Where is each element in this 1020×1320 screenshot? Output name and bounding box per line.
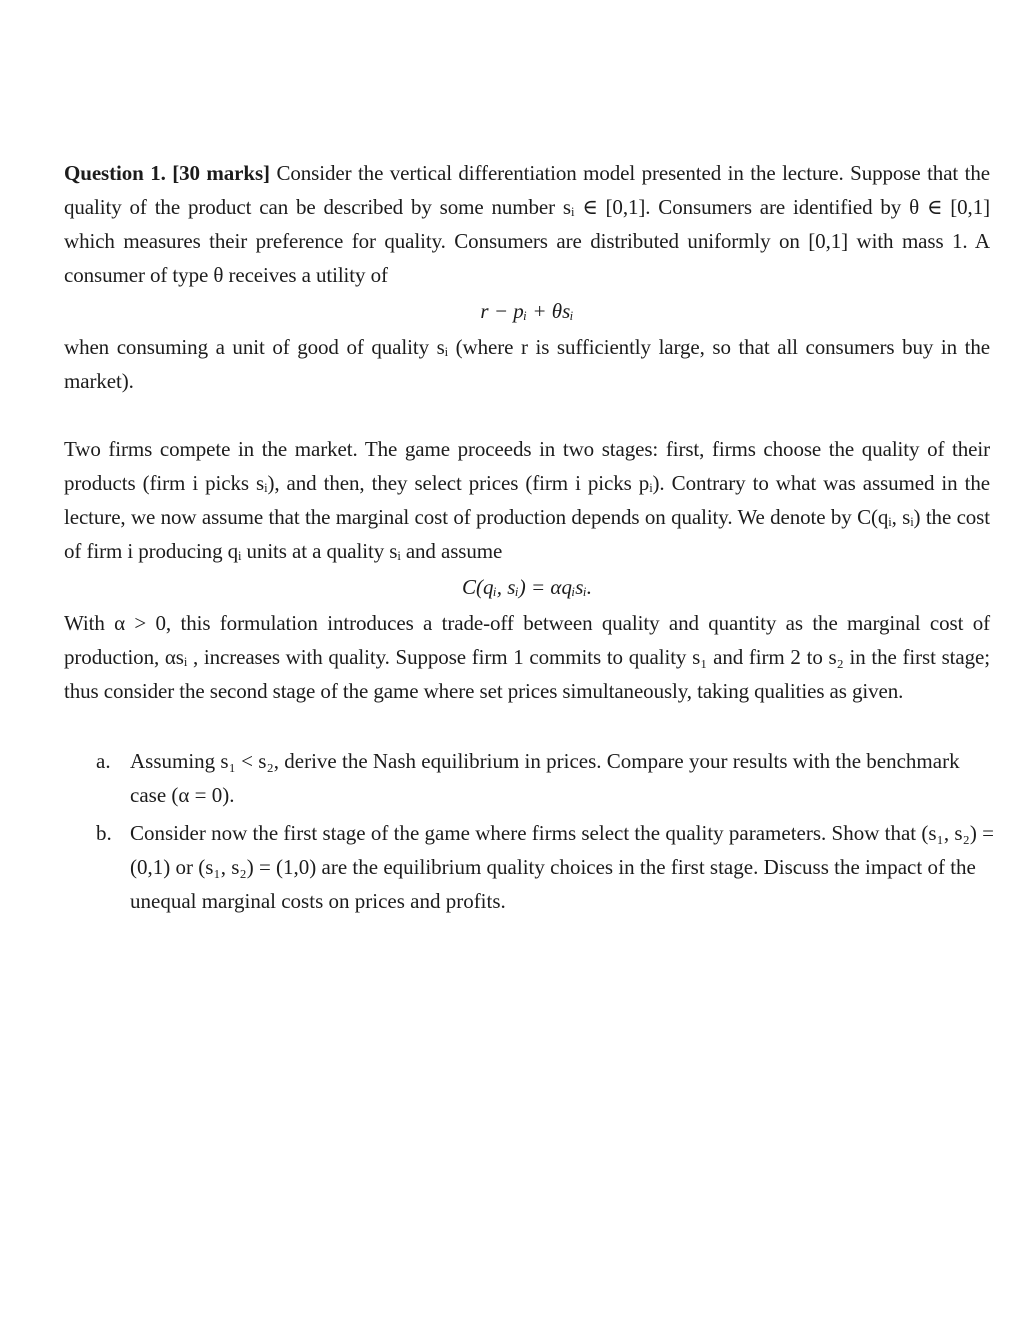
list-item [96,744,996,812]
question-intro-paragraph [64,156,990,292]
alpha-paragraph: With α > 0, this formulation introduces a trade-off between quality and quantity as the marginal cost of production, αsᵢ , increases with quality. Suppose firm 1 commits to quality s₁ and firm 2 to s₂ in the first stage; thus consider the second stage of the game where set prices simultaneously, taking qualities as given. [64,611,990,703]
parts-list [96,744,996,918]
cost-equation: C(qᵢ, sᵢ) = αqᵢsᵢ. [461,575,593,599]
part-b-text: Consider now the first stage of the game where firms select the quality parameters. Show that (s₁, s₂) = (0,1) or (s₁, s₂) = (1,0) are the equilibrium quality choices in the first stage. Discuss the impact of the unequal marginal costs on prices and profits. [130,821,994,913]
question-intro-text: Consider the vertical differentiation model presented in the lecture. Suppose that the quality of the product can be described by some number sᵢ ∈ [0,1]. Consumers are identified by θ ∈ [0,1] which measures their preference for quality. Consumers are distributed uniformly on [0,1] with mass 1. A consumer of type θ receives a utility of [64,161,990,287]
part-b-marker: b. [96,821,112,845]
list-item [96,816,996,918]
part-a-text: Assuming s₁ < s₂, derive the Nash equilibrium in prices. Compare your results with the benchmark case (α = 0). [130,749,960,807]
utility-equation: r − pᵢ + θsᵢ [480,299,574,323]
question-heading: Question 1. [30 marks] [64,161,270,185]
two-firms-paragraph: Two firms compete in the market. The game proceeds in two stages: first, firms choose the quality of their products (firm i picks sᵢ), and then, they select prices (firm i picks pᵢ). Contrary to what was assumed in the lecture, we now assume that the marginal cost of production depends on quality. We denote by C(qᵢ, sᵢ) the cost of firm i producing qᵢ units at a quality sᵢ and assume [64,437,990,563]
part-a-marker: a. [96,749,111,773]
after-utility-paragraph: when consuming a unit of good of quality sᵢ (where r is sufficiently large, so that all consumers buy in the market). [64,335,990,393]
